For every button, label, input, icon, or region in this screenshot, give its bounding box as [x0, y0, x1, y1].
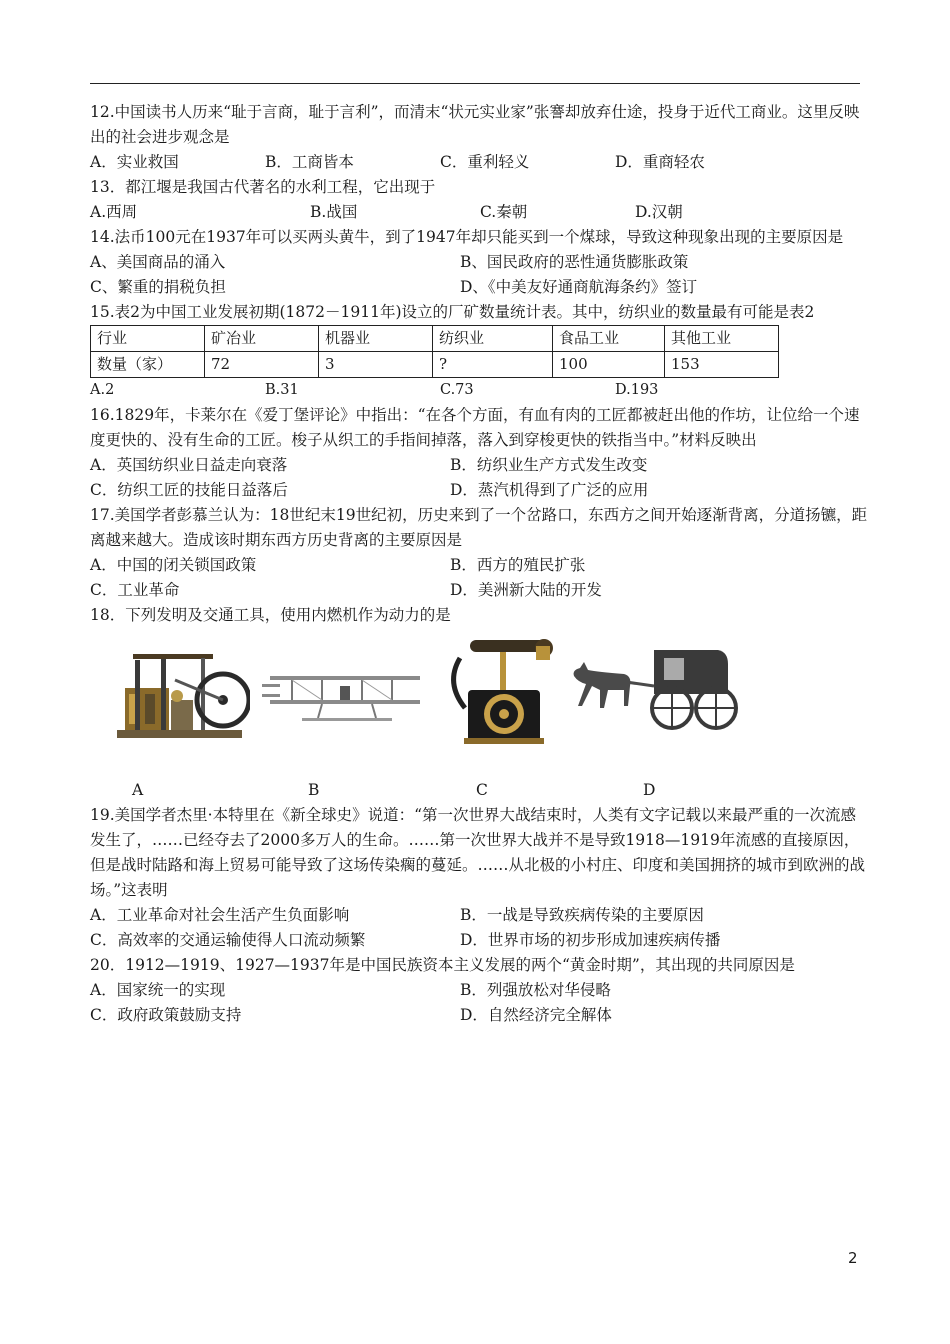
table-cell: 纺织业 — [433, 326, 553, 352]
table-header-row — [91, 326, 779, 352]
q19-option-a[interactable]: A．工业革命对社会生活产生负面影响 — [90, 906, 350, 924]
q16-options-row1 — [90, 453, 870, 478]
steam-engine-icon[interactable] — [115, 650, 250, 742]
table-cell: 行业 — [91, 326, 205, 352]
q13-option-b[interactable]: B.战国 — [310, 203, 358, 221]
table-cell: ? — [433, 352, 553, 378]
table-cell: 矿冶业 — [205, 326, 319, 352]
q20-option-b[interactable]: B．列强放松对华侵略 — [460, 981, 611, 999]
q14-option-a[interactable]: A、美国商品的涌入 — [90, 253, 226, 271]
q16-option-a[interactable]: A．英国纺织业日益走向衰落 — [90, 456, 288, 474]
figure-label-a[interactable]: A — [132, 781, 144, 799]
airplane-icon[interactable] — [262, 658, 427, 730]
q12-option-b[interactable]: B．工商皆本 — [265, 153, 354, 171]
q14-options-row1 — [90, 250, 870, 275]
q16-stem: 16.1829年，卡莱尔在《爱丁堡评论》中指出：“在各个方面，有血有肉的工匠都被赶出他的作坊，让位给一个速度更快的、没有生命的工匠。梭子从织工的手指间掉落，落入到穿梭更快的铁指当中。”材料反映出 — [90, 406, 860, 449]
q18-figure-labels — [90, 778, 870, 803]
q16-option-d[interactable]: D．蒸汽机得到了广泛的应用 — [450, 481, 649, 499]
q18-stem: 18．下列发明及交通工具，使用内燃机作为动力的是 — [90, 606, 451, 624]
q20-option-a[interactable]: A．国家统一的实现 — [90, 981, 226, 999]
q17-option-a[interactable]: A．中国的闭关锁国政策 — [90, 556, 257, 574]
q20-options-row1 — [90, 978, 870, 1003]
q12-option-a[interactable]: A．实业救国 — [90, 153, 179, 171]
table-cell: 153 — [665, 352, 779, 378]
q16-option-c[interactable]: C．纺织工匠的技能日益落后 — [90, 481, 288, 499]
q12-option-c[interactable]: C．重利轻义 — [440, 153, 530, 171]
figure-label-d[interactable]: D — [643, 781, 656, 799]
figure-label-b[interactable]: B — [308, 781, 320, 799]
q19-options-row1 — [90, 903, 870, 928]
telephone-icon[interactable] — [440, 638, 560, 748]
q16-options-row2 — [90, 478, 870, 503]
q13-option-a[interactable]: A.西周 — [90, 203, 138, 221]
q17-stem: 17.美国学者彭慕兰认为：18世纪末19世纪初，历史来到了一个岔路口，东西方之间开始逐渐背离，分道扬镳，距离越来越大。造成该时期东西方历史背离的主要原因是 — [90, 506, 868, 549]
q15-option-a[interactable]: A.2 — [90, 382, 115, 398]
table-cell: 其他工业 — [665, 326, 779, 352]
q14-options-row2 — [90, 275, 870, 300]
q19-option-b[interactable]: B．一战是导致疾病传染的主要原因 — [460, 906, 704, 924]
q13-options — [90, 200, 870, 225]
figure-label-c[interactable]: C — [476, 781, 488, 799]
q12-stem: 12.中国读书人历来“耻于言商，耻于言利”，而清末“状元实业家”张謇却放弃仕途，投身于近代工商业。这里反映出的社会进步观念是 — [90, 103, 860, 146]
q12-options — [90, 150, 870, 175]
q16-option-b[interactable]: B．纺织业生产方式发生改变 — [450, 456, 648, 474]
q19-options-row2 — [90, 928, 870, 953]
table-cell: 100 — [553, 352, 665, 378]
q15-stem: 15.表2为中国工业发展初期(1872－1911年)设立的厂矿数量统计表。其中，纺织业的数量最有可能是表2 — [90, 303, 815, 321]
table-cell: 机器业 — [319, 326, 433, 352]
q17-option-c[interactable]: C．工业革命 — [90, 581, 180, 599]
q15-option-d[interactable]: D.193 — [615, 382, 659, 398]
horse-carriage-icon[interactable] — [568, 646, 738, 736]
table-row — [91, 352, 779, 378]
q13-stem: 13．都江堰是我国古代著名的水利工程，它出现于 — [90, 178, 436, 196]
q19-option-d[interactable]: D．世界市场的初步形成加速疾病传播 — [460, 931, 721, 949]
industry-table — [90, 325, 779, 378]
table-cell: 数量（家） — [91, 352, 205, 378]
q20-option-c[interactable]: C．政府政策鼓励支持 — [90, 1006, 242, 1024]
q18-figures — [90, 628, 870, 778]
q15-options — [90, 378, 870, 403]
table-cell: 食品工业 — [553, 326, 665, 352]
q17-options-row2 — [90, 578, 870, 603]
q13-option-d[interactable]: D.汉朝 — [635, 203, 683, 221]
q14-option-d[interactable]: D、《中美友好通商航海条约》签订 — [460, 278, 698, 296]
q17-option-b[interactable]: B．西方的殖民扩张 — [450, 556, 586, 574]
q17-options-row1 — [90, 553, 870, 578]
table-cell: 3 — [319, 352, 433, 378]
q12-option-d[interactable]: D．重商轻农 — [615, 153, 705, 171]
table-cell: 72 — [205, 352, 319, 378]
exam-page — [90, 100, 870, 1028]
q19-option-c[interactable]: C．高效率的交通运输使得人口流动频繁 — [90, 931, 366, 949]
q20-options-row2 — [90, 1003, 870, 1028]
q14-option-c[interactable]: C、繁重的捐税负担 — [90, 278, 226, 296]
q17-option-d[interactable]: D．美洲新大陆的开发 — [450, 581, 602, 599]
q15-option-c[interactable]: C.73 — [440, 382, 474, 398]
q20-stem: 20．1912—1919、1927—1937年是中国民族资本主义发展的两个“黄金时期”，其出现的共同原因是 — [90, 956, 795, 974]
q15-option-b[interactable]: B.31 — [265, 382, 299, 398]
q14-stem: 14.法币100元在1937年可以买两头黄牛，到了1947年却只能买到一个煤球，导致这种现象出现的主要原因是 — [90, 228, 844, 246]
q14-option-b[interactable]: B、国民政府的恶性通货膨胀政策 — [460, 253, 689, 271]
q19-stem: 19.美国学者杰里·本特里在《新全球史》说道：“第一次世界大战结束时，人类有文字记载以来最严重的一次流感发生了，……已经夺去了2000多万人的生命。……第一次世界大战并不是导致1918—1919年流感的直接原因，但是战时陆路和海上贸易可能导致了这场传染瘸的蔓延。……从北极的小村庄、印度和美国拥挤的城市到欧洲的战场。”这表明 — [90, 806, 866, 899]
q20-option-d[interactable]: D．自然经济完全解体 — [460, 1006, 612, 1024]
header-rule — [90, 83, 860, 84]
q13-option-c[interactable]: C.秦朝 — [480, 203, 528, 221]
page-number: 2 — [848, 1249, 858, 1267]
